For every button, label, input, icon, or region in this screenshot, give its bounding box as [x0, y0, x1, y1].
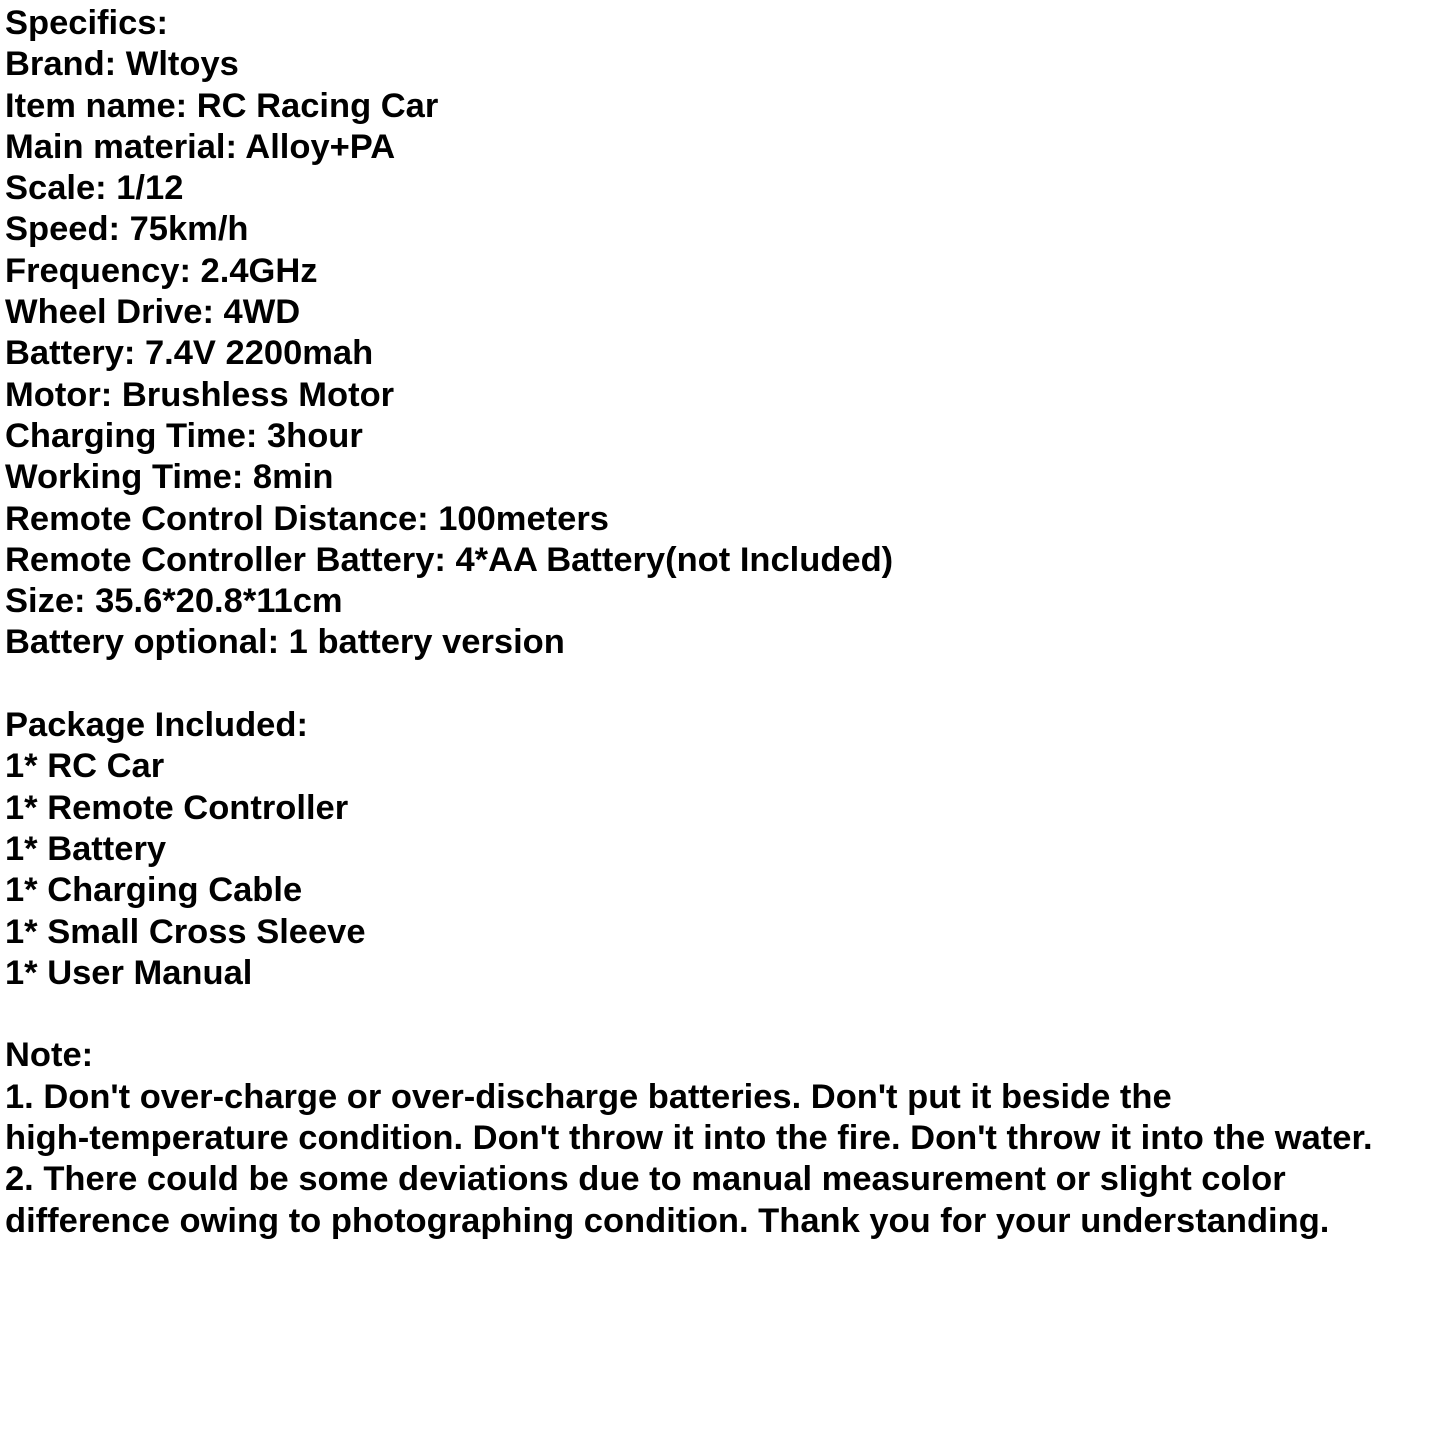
specifics-section	[5, 3, 1437, 664]
package-item: 1* Small Cross Sleeve	[5, 912, 366, 951]
note-section	[5, 1035, 1437, 1241]
spec-item-size: Size: 35.6*20.8*11cm	[5, 582, 343, 621]
package-item: 1* Charging Cable	[5, 871, 303, 910]
note-heading: Note:	[5, 1036, 94, 1075]
specifics-heading: Specifics:	[5, 4, 168, 42]
section-spacer	[5, 994, 1437, 1035]
spec-item-remote-distance: Remote Control Distance: 100meters	[5, 499, 609, 538]
spec-item-remote-battery: Remote Controller Battery: 4*AA Battery(not Included)	[5, 540, 894, 579]
spec-item-working-time: Working Time: 8min	[5, 458, 334, 497]
spec-item-wheel-drive: Wheel Drive: 4WD	[5, 293, 301, 332]
spec-item-charging-time: Charging Time: 3hour	[5, 416, 363, 455]
spec-item-battery: Battery: 7.4V 2200mah	[5, 334, 374, 373]
spec-item-brand: Brand: Wltoys	[5, 45, 239, 84]
spec-item-main-material: Main material: Alloy+PA	[5, 127, 396, 166]
package-item: 1* User Manual	[5, 953, 253, 992]
spec-item-item-name: Item name: RC Racing Car	[5, 86, 439, 125]
package-item: 1* Remote Controller	[5, 788, 349, 827]
spec-item-scale: Scale: 1/12	[5, 169, 184, 208]
section-spacer	[5, 664, 1437, 705]
note-line: 1. Don't over-charge or over-discharge batteries. Don't put it beside the	[5, 1077, 1172, 1116]
product-spec-document	[5, 3, 1437, 1242]
note-line: difference owing to photographing condition. Thank you for your understanding.	[5, 1201, 1330, 1240]
package-heading: Package Included:	[5, 706, 308, 745]
package-section	[5, 705, 1437, 994]
note-line: 2. There could be some deviations due to manual measurement or slight color	[5, 1160, 1286, 1199]
note-line: high-temperature condition. Don't throw it into the fire. Don't throw it into the water.	[5, 1119, 1373, 1158]
spec-item-frequency: Frequency: 2.4GHz	[5, 251, 318, 290]
package-item: 1* Battery	[5, 829, 167, 868]
package-item: 1* RC Car	[5, 747, 165, 786]
spec-item-motor: Motor: Brushless Motor	[5, 375, 395, 414]
spec-item-battery-optional: Battery optional: 1 battery version	[5, 623, 565, 662]
spec-item-speed: Speed: 75km/h	[5, 210, 249, 249]
